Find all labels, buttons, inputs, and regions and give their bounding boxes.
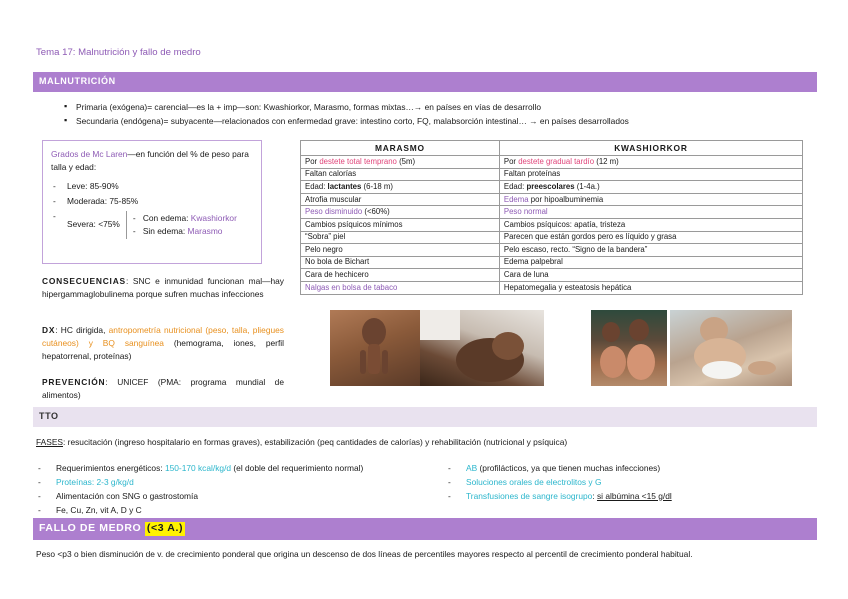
- text-segment: Parecen que están gordos pero es líquido y grasa: [503, 232, 677, 242]
- text-segment: Hepatomegalia y esteatosis hepática: [503, 282, 632, 292]
- photo-kwashiorkor-children: [591, 310, 667, 386]
- cell-kwashiorkor: [499, 281, 802, 294]
- comparison-table: [300, 140, 803, 295]
- cell-kwashiorkor: [499, 269, 802, 282]
- text-segment: por hipoalbuminemia: [528, 194, 604, 204]
- text-segment: No bola de Bichart: [305, 257, 370, 267]
- list-item: [446, 491, 826, 502]
- text-segment: (1-4a.): [574, 181, 600, 191]
- table-body: [301, 156, 803, 295]
- text-segment: Cara de hechicero: [305, 270, 369, 280]
- dx-text-b: (hemograma, iones, perfil hepatorrenal, proteínas): [42, 338, 284, 362]
- grado-leve: - Leve: 85-90%: [51, 181, 253, 192]
- cell-marasmo: [301, 181, 500, 194]
- cell-marasmo: [301, 206, 500, 219]
- cell-marasmo: [301, 218, 500, 231]
- grado-moderada: - Moderada: 75-85%: [51, 196, 253, 207]
- text-segment: Peso normal: [503, 207, 548, 217]
- fases-text: : resucitación (ingreso hospitalario en formas graves), estabilización (peq cantidades de calorías) y rehabilitación (nutricional y psíquica): [63, 437, 568, 447]
- text-segment: lactantes: [327, 181, 362, 191]
- cell-kwashiorkor: [499, 256, 802, 269]
- list-item: [446, 463, 826, 474]
- prevencion-paragraph: [42, 376, 284, 402]
- text-segment: si albúmina <15 g/dl: [596, 490, 672, 501]
- text-segment: 150-170 kcal/kg/d: [164, 463, 232, 473]
- cell-marasmo: [301, 231, 500, 244]
- photo-marasmo-child-image: [330, 310, 420, 386]
- cell-kwashiorkor: [499, 206, 802, 219]
- table-row: [301, 231, 803, 244]
- cell-marasmo: [301, 281, 500, 294]
- text-segment: Pelo escaso, recto. “Signo de la bandera”: [503, 244, 648, 254]
- table-header-row: [301, 141, 803, 156]
- text-segment: “Sobra” piel: [305, 232, 346, 242]
- list-item: ▪ Primaria (exógena)= carencial—es la + imp—son: Kwashiorkor, Marasmo, formas mixtas…→ en países en vías de desarrollo: [62, 102, 802, 113]
- severa-subtypes: [126, 211, 237, 239]
- age-highlight: (<3 A.): [146, 522, 184, 535]
- text-segment: Cara de luna: [503, 270, 549, 280]
- cell-marasmo: [301, 156, 500, 169]
- text-segment: AB: [466, 463, 478, 473]
- text-segment: (12 m): [594, 156, 619, 166]
- text-segment: Peso disminuido: [305, 207, 363, 217]
- dx-colored: antropometría nutricional (peso, talla, pliegues cutáneos) y BQ sanguínea: [42, 325, 284, 349]
- fallo-definition: Peso <p3 o bien disminución de v. de crecimiento ponderal que origina un descenso de dos líneas de percentiles mayores respecto al percentil de crecimiento ponderal habitual.: [36, 549, 693, 559]
- list-item: ▪ Secundaria (endógena)= subyacente—relacionados con enfermedad grave: intestino corto, FQ, malabsorción intestinal… → en países desarrollados: [62, 116, 802, 127]
- text-segment: Faltan calorías: [305, 169, 357, 179]
- table-row: [301, 193, 803, 206]
- fases-paragraph: [36, 437, 826, 448]
- text-segment: Proteínas: 2-3 g/kg/d: [56, 476, 134, 487]
- cell-marasmo: [301, 244, 500, 257]
- cell-kwashiorkor: [499, 181, 802, 194]
- text-segment: preescolares: [526, 181, 575, 191]
- consecuencias-paragraph: [42, 275, 284, 301]
- table-row: [301, 156, 803, 169]
- table-row: [301, 256, 803, 269]
- text-segment: (5m): [396, 156, 416, 166]
- text-segment: Faltan proteínas: [503, 169, 561, 179]
- text-segment: Edad:: [503, 181, 527, 191]
- prevencion-text: : UNICEF (PMA: programa mundial de alimentos): [42, 377, 284, 401]
- text-segment: Edad:: [305, 181, 328, 191]
- tto-left-list: [36, 463, 446, 519]
- section-title: TTO: [39, 411, 59, 422]
- photo-kwashiorkor-children-image: [591, 310, 667, 386]
- photo-marasmo-child: [330, 310, 420, 386]
- text-segment: destete gradual tardío: [518, 156, 595, 166]
- table-row: [301, 281, 803, 294]
- text-segment: Por: [503, 156, 519, 166]
- header-kwashiorkor: KWASHIORKOR: [499, 141, 802, 156]
- cell-kwashiorkor: [499, 193, 802, 206]
- section-title: MALNUTRICIÓN: [39, 76, 116, 87]
- cell-kwashiorkor: [499, 156, 802, 169]
- text-segment: Por: [305, 156, 320, 166]
- text-segment: (profilácticos, ya que tienen muchas infecciones): [477, 463, 661, 473]
- grado-severa: [51, 211, 253, 239]
- grados-title-rest: —en función del % de peso para talla y edad:: [51, 149, 249, 173]
- text-segment: Edema: [503, 194, 529, 204]
- con-edema-label: Con edema:: [142, 212, 191, 223]
- text-segment: destete total temprano: [319, 156, 397, 166]
- header-marasmo: MARASMO: [301, 141, 500, 156]
- list-item: [36, 477, 446, 488]
- sin-edema: [133, 226, 237, 237]
- table-row: [301, 244, 803, 257]
- cell-marasmo: [301, 269, 500, 282]
- text-segment: Atrofia muscular: [305, 194, 362, 204]
- text-segment: :: [592, 490, 597, 501]
- text-segment: Soluciones orales de electrolitos y G: [466, 476, 602, 487]
- dx-text-a: : HC dirigida,: [55, 325, 109, 335]
- grados-title: Grados de Mc Laren: [51, 149, 128, 159]
- section-header-malnutricion: [33, 72, 817, 92]
- photo-marasmo-buttocks-image: [420, 310, 544, 386]
- consecuencias-label: CONSECUENCIAS: [42, 276, 126, 286]
- text-segment: Cambios psíquicos: apatía, tristeza: [503, 219, 626, 229]
- cell-kwashiorkor: [499, 231, 802, 244]
- table-row: [301, 181, 803, 194]
- cell-kwashiorkor: [499, 244, 802, 257]
- text-segment: Transfusiones de sangre isogrupo: [466, 490, 593, 501]
- section-header-tto: [33, 407, 817, 427]
- tto-right-list: [446, 463, 826, 505]
- sin-edema-label: Sin edema:: [142, 225, 188, 236]
- list-item: [36, 491, 446, 502]
- text-segment: Edema palpebral: [503, 257, 563, 267]
- con-edema: [133, 213, 237, 224]
- grados-mclaren-box: [42, 140, 262, 264]
- fases-label: FASES: [36, 437, 63, 447]
- table-row: [301, 206, 803, 219]
- text-segment: Requerimientos energéticos:: [56, 463, 165, 473]
- text-segment: (6-18 m): [361, 181, 393, 191]
- section-header-fallo-medro: [33, 518, 817, 540]
- grado-severa-label: - Severa: <75%: [67, 219, 120, 230]
- page-title: Tema 17: Malnutrición y fallo de medro: [36, 47, 201, 58]
- table-row: [301, 218, 803, 231]
- list-item: [36, 463, 446, 474]
- photo-marasmo-buttocks: [420, 310, 544, 386]
- photo-kwashiorkor-infant: [670, 310, 792, 386]
- text-segment: Fe, Cu, Zn, vit A, D y C: [56, 504, 142, 515]
- consecuencias-text: : SNC e inmunidad funcionan mal—hay hipergammaglobulinema porque sufren muchas infecciones: [42, 276, 284, 300]
- list-item: [36, 505, 446, 516]
- intro-list: [62, 102, 802, 130]
- photo-kwashiorkor-infant-image: [670, 310, 792, 386]
- table-row: [301, 168, 803, 181]
- cell-marasmo: [301, 256, 500, 269]
- text-segment: (<60%): [362, 207, 390, 217]
- cell-kwashiorkor: [499, 218, 802, 231]
- dx-label: DX: [42, 325, 56, 335]
- con-edema-value: Kwashiorkor: [190, 212, 237, 223]
- section-title: FALLO DE MEDRO: [39, 522, 142, 535]
- grados-heading: [51, 148, 253, 175]
- text-segment: (el doble del requerimiento normal): [231, 463, 364, 473]
- table-row: [301, 269, 803, 282]
- prevencion-label: PREVENCIÓN: [42, 377, 106, 387]
- text-segment: Nalgas en bolsa de tabaco: [305, 282, 398, 292]
- sin-edema-value: Marasmo: [187, 225, 223, 236]
- cell-marasmo: [301, 193, 500, 206]
- text-segment: Alimentación con SNG o gastrostomía: [56, 490, 198, 501]
- cell-marasmo: [301, 168, 500, 181]
- cell-kwashiorkor: [499, 168, 802, 181]
- dx-paragraph: [42, 324, 284, 363]
- text-segment: Pelo negro: [305, 244, 343, 254]
- text-segment: Cambios psíquicos mínimos: [305, 219, 403, 229]
- list-item: [446, 477, 826, 488]
